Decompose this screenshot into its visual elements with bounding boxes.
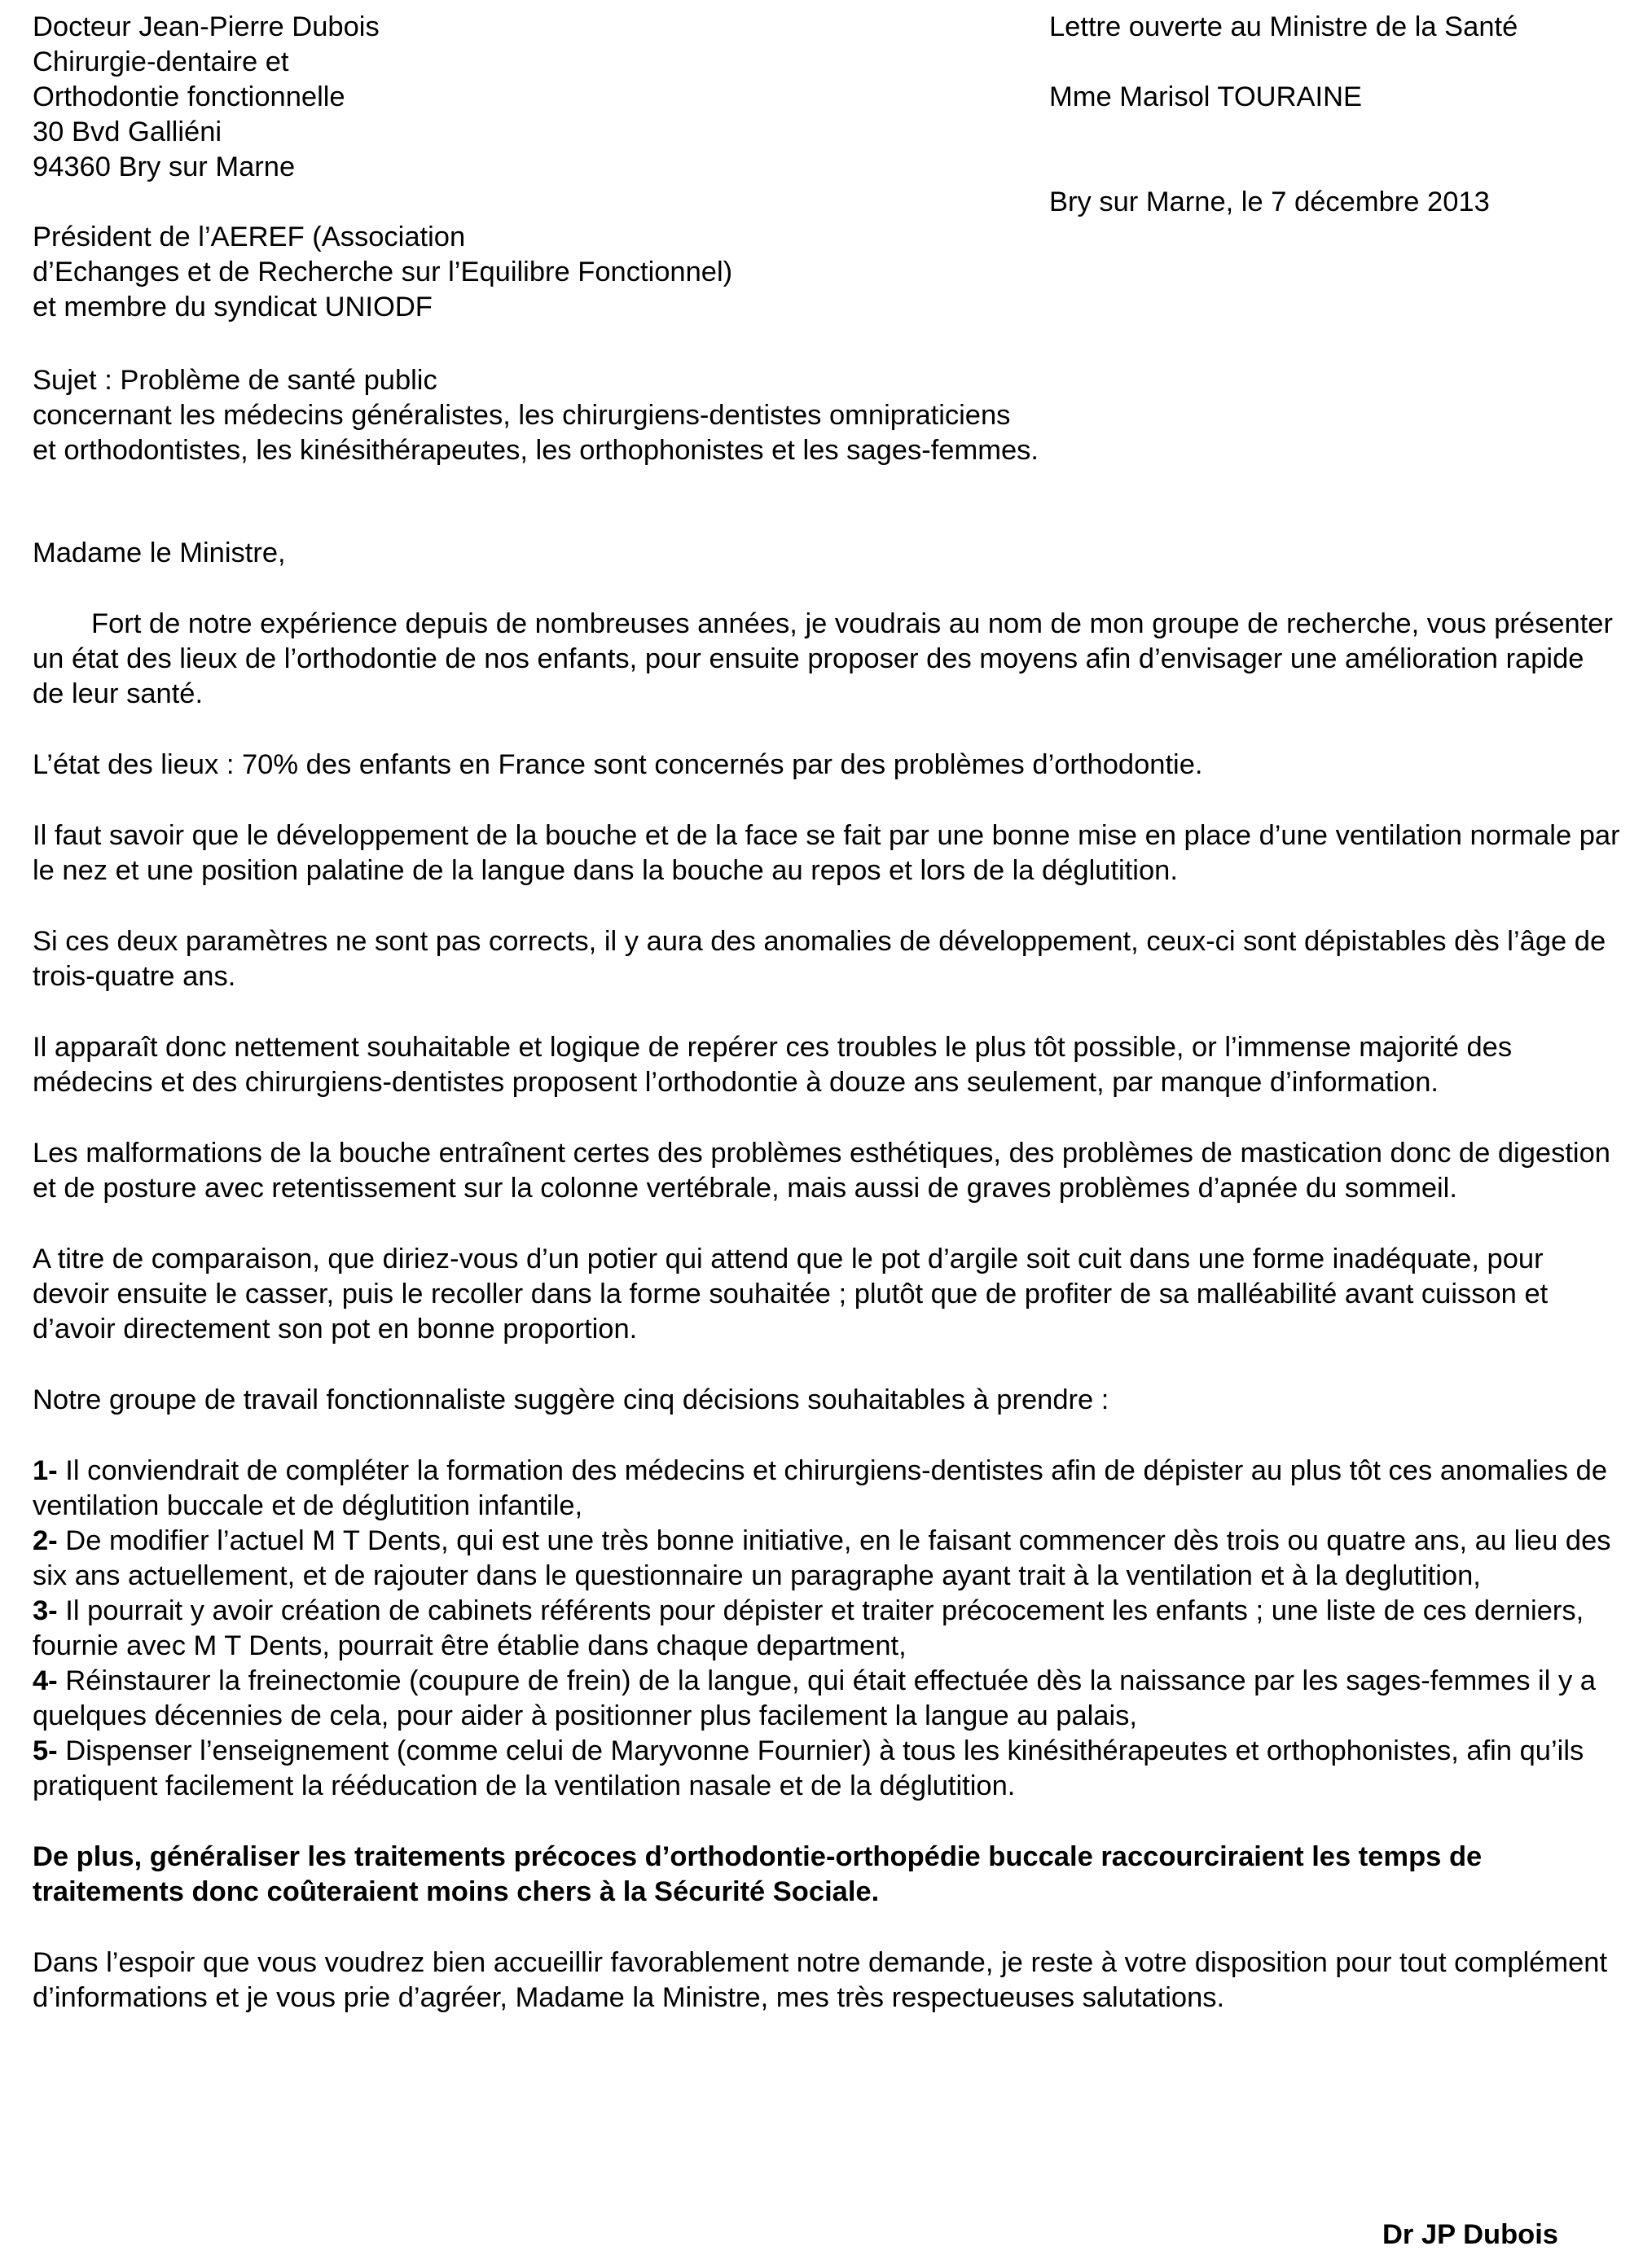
decision-text: Réinstaurer la freinectomie (coupure de frein) de la langue, qui était effectuée dès la naissance par les sages-femmes il y a quelques décennies de cela, pour aider à positionner plus facilement la langue au palais, <box>33 1665 1596 1731</box>
recipient-name: Mme Marisol TOURAINE <box>1049 81 1363 112</box>
sender-specialty-line-2: Orthodontie fonctionnelle <box>33 81 345 112</box>
decision-list <box>33 1454 1621 1804</box>
closing-paragraph: Dans l’espoir que vous voudrez bien accueillir favorablement notre demande, je reste à votre disposition pour tout complément d’informations et je vous prie d’agréer, Madame la Ministre, mes très respectueuses salutations. <box>33 1947 1608 2013</box>
paragraph-early-detection: Il apparaît donc nettement souhaitable et logique de repérer ces troubles le plus tôt possible, or l’immense majorité des médecins et des chirurgiens-dentistes proposent l’orthodontie à douze ans seulement, par manque d’information. <box>33 1032 1513 1098</box>
paragraph-comparison: A titre de comparaison, que diriez-vous d’un potier qui attend que le pot d’argile soit cuit dans une forme inadéquate, pour devoir ensuite le casser, puis le recoller dans la forme souhaitée ; plutôt que de profiter de sa malléabilité avant cuisson et d’avoir directement son pot en bonne proportion. <box>33 1244 1549 1345</box>
sender-specialty-line-1: Chirurgie-dentaire et <box>33 46 289 77</box>
spacer <box>1049 45 1636 80</box>
paragraph-state: L’état des lieux : 70% des enfants en France sont concernés par des problèmes d’orthodontie. <box>33 749 1203 780</box>
decision-number: 1- <box>33 1455 58 1486</box>
signature: Dr JP Dubois <box>1382 2219 1558 2250</box>
decision-item <box>33 1734 1621 1804</box>
decision-number: 3- <box>33 1595 58 1626</box>
recipient-block <box>1049 10 1636 220</box>
salutation: Madame le Ministre, <box>33 537 286 568</box>
sender-block <box>33 10 1010 325</box>
sender-street: 30 Bvd Galliéni <box>33 116 222 147</box>
subject-block <box>33 363 1621 468</box>
subject-line-3: et orthodontistes, les kinésithérapeutes, les orthophonistes et les sages-femmes. <box>33 435 1039 466</box>
decision-item <box>33 1524 1621 1594</box>
decision-text: Dispenser l’enseignement (comme celui de Maryvonne Fournier) à tous les kinésithérapeutes et orthophonistes, afin qu’ils pratiquent facilement la rééducation de la ventilation nasale et de la déglutition. <box>33 1735 1584 1801</box>
sender-role-line-1: Président de l’AEREF (Association <box>33 222 466 252</box>
decision-number: 5- <box>33 1735 58 1766</box>
conclusion-bold: De plus, généraliser les traitements précoces d’orthodontie-orthopédie buccale raccourciraient les temps de traitements donc coûteraient moins chers à la Sécurité Sociale. <box>33 1841 1483 1907</box>
decision-number: 2- <box>33 1525 58 1556</box>
decision-item <box>33 1454 1621 1524</box>
paragraph-intro: Fort de notre expérience depuis de nombreuses années, je voudrais au nom de mon groupe de recherche, vous présenter un état des lieux de l’orthodontie de nos enfants, pour ensuite proposer des moyens afin d’envisager une amélioration rapide de leur santé. <box>33 608 1613 709</box>
paragraph-decisions-intro: Notre groupe de travail fonctionnaliste suggère cinq décisions souhaitables à prendre : <box>33 1384 1109 1415</box>
paragraph-development: Il faut savoir que le développement de la bouche et de la face se fait par une bonne mise en place d’une ventilation normale par le nez et une position palatine de la langue dans la bouche au repos et lors de la déglutition. <box>33 820 1620 886</box>
decision-number: 4- <box>33 1665 58 1696</box>
paragraph-malformations: Les malformations de la bouche entraînent certes des problèmes esthétiques, des problèmes de mastication donc de digestion et de posture avec retentissement sur la colonne vertébrale, mais aussi de graves problèmes d’apnée du sommeil. <box>33 1138 1610 1204</box>
spacer <box>1049 150 1636 185</box>
spacer <box>1049 115 1636 150</box>
letter-body <box>33 536 1621 2051</box>
decision-text: De modifier l’actuel M T Dents, qui est une très bonne initiative, en le faisant commencer dès trois ou quatre ans, au lieu des six ans actuellement, et de rajouter dans le questionnaire un paragraphe ayant trait à la ventilation et à la deglutition, <box>33 1525 1611 1591</box>
sender-name: Docteur Jean-Pierre Dubois <box>33 11 380 42</box>
letter-title: Lettre ouverte au Ministre de la Santé <box>1049 11 1518 42</box>
spacer <box>33 185 1010 220</box>
decision-text: Il pourrait y avoir création de cabinets référents pour dépister et traiter précocement les enfants ; une liste de ces derniers, fournie avec M T Dents, pourrait être établie dans chaque department, <box>33 1595 1584 1661</box>
place-date: Bry sur Marne, le 7 décembre 2013 <box>1049 186 1490 217</box>
decision-item <box>33 1664 1621 1734</box>
decision-text: Il conviendrait de compléter la formation des médecins et chirurgiens-dentistes afin de dépister au plus tôt ces anomalies de ventilation buccale et de déglutition infantile, <box>33 1455 1608 1521</box>
subject-line-2: concernant les médecins généralistes, les chirurgiens-dentistes omnipraticiens <box>33 400 1011 431</box>
decision-item <box>33 1594 1621 1664</box>
sender-role-line-3: et membre du syndicat UNIODF <box>33 292 433 322</box>
sender-city: 94360 Bry sur Marne <box>33 151 296 182</box>
sender-role-line-2: d’Echanges et de Recherche sur l’Equilibre Fonctionnel) <box>33 257 733 287</box>
paragraph-parameters: Si ces deux paramètres ne sont pas corrects, il y aura des anomalies de développement, ceux-ci sont dépistables dès l’âge de trois-quatre ans. <box>33 926 1606 992</box>
subject-line-1: Sujet : Problème de santé public <box>33 365 437 396</box>
